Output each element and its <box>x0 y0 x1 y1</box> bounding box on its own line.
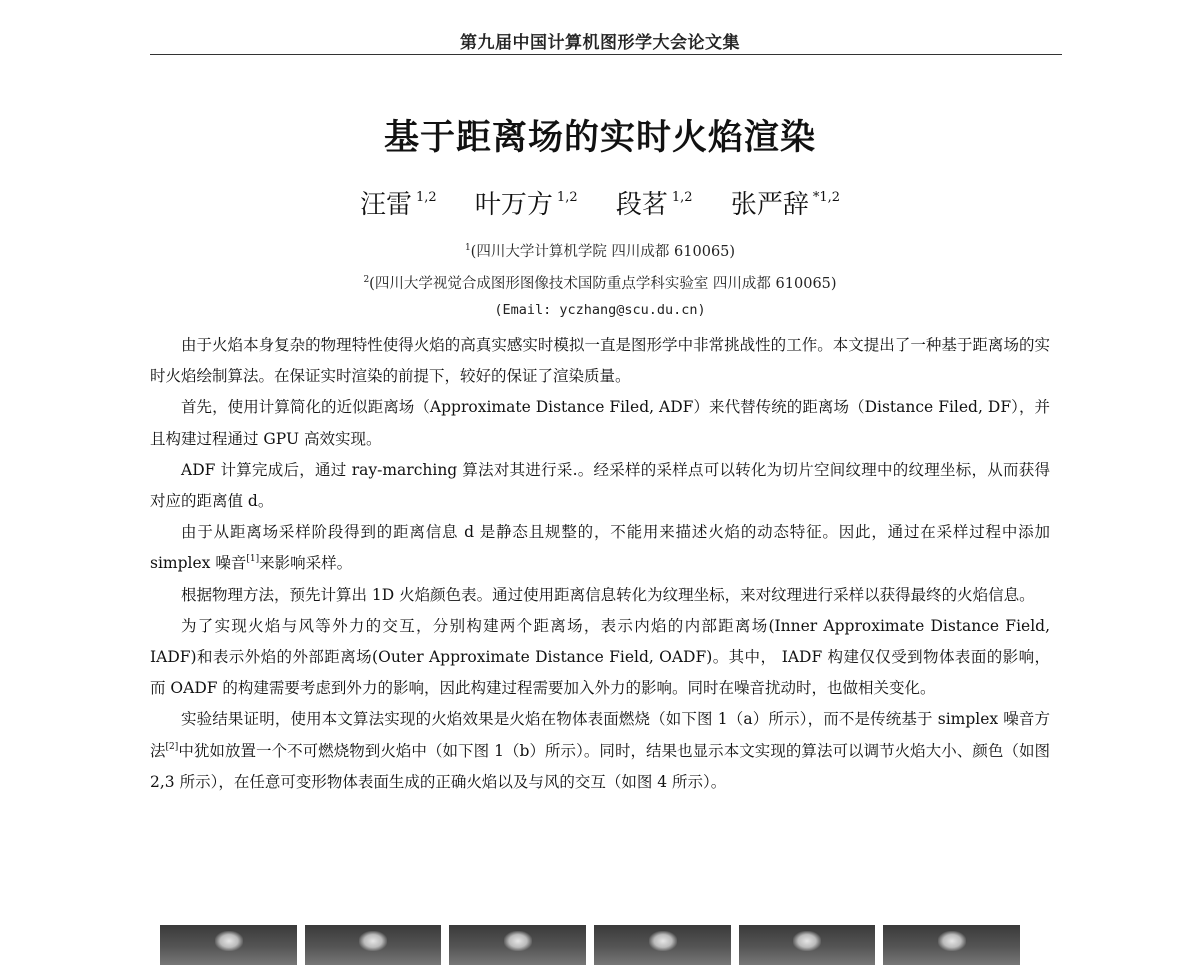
paragraph: 由于从距离场采样阶段得到的距离信息 d 是静态且规整的，不能用来描述火焰的动态特征。因此，通过在采样过程中添加 simplex 噪音[1]来影响采样。 <box>150 523 1050 573</box>
author: 汪雷 $^{1,2}$ <box>359 190 437 220</box>
figure-image <box>883 925 1020 965</box>
paragraph: 根据物理方法，预先计算出 1D 火焰颜色表。通过使用距离信息转化为纹理坐标，来对纹理进行采样以获得最终的火焰信息。 <box>181 585 1035 604</box>
citation-ref: [1] <box>246 554 260 565</box>
author: 叶万方 $^{1,2}$ <box>474 190 578 220</box>
affiliation: $^1$(四川大学计算机学院 四川成都 610065) <box>464 243 736 260</box>
figure-strip <box>160 925 1020 952</box>
paper-title: 基于距离场的实时火焰渲染 <box>383 118 816 158</box>
figure-image <box>594 925 731 965</box>
paragraph: 实验结果证明，使用本文算法实现的火焰效果是火焰在物体表面燃烧（如下图 1（a）所示），而不是传统基于 simplex 噪音方法[2]中犹如放置一个不可燃烧物到火焰中（如下图 1（b）所示）。同时，结果也显示本文实现的算法可以调节火焰大小、颜色（如图 2,3 所示），在任意可变形物体表面生成的正确火焰以及与风的交互（如图 4 所示）。 <box>150 710 1050 791</box>
author: 张严辞 $^{*1,2}$ <box>730 190 841 220</box>
citation-ref: [2] <box>165 741 179 752</box>
author-list <box>0 184 1200 221</box>
paragraph: 为了实现火焰与风等外力的交互，分别构建两个距离场，表示内焰的内部距离场(Inner Approximate Distance Field, IADF)和表示外焰的外部距离场(Outer Approximate Distance Field, OADF)。其中， IADF 构建仅仅受到物体表面的影响，而 OADF 的构建需要考虑到外力的影响，因此构建过程需要加入外力的影响。同时在噪音扰动时，也做相关变化。 <box>150 616 1050 698</box>
paragraph: ADF 计算完成后，通过 ray-marching 算法对其进行采.。经采样的采样点可以转化为切片空间纹理中的纹理坐标，从而获得对应的距离值 d。 <box>150 460 1050 511</box>
author: 段茗 $^{1,2}$ <box>615 190 693 220</box>
running-head: 第九届中国计算机图形学大会论文集 <box>460 33 740 53</box>
figure-image <box>160 925 297 965</box>
header-rule <box>150 54 1062 55</box>
paragraph: 由于火焰本身复杂的物理特性使得火焰的高真实感实时模拟一直是图形学中非常挑战性的工作。本文提出了一种基于距离场的实时火焰绘制算法。在保证实时渲染的前提下，较好的保证了渲染质量。 <box>150 336 1050 386</box>
paragraph: 首先，使用计算简化的近似距离场（Approximate Distance Filed, ADF）来代替传统的距离场（Distance Filed, DF），并且构建过程通过 GPU 高效实现。 <box>150 398 1050 448</box>
abstract-body <box>150 330 1050 798</box>
figure-image <box>449 925 586 965</box>
figure-image <box>305 925 442 965</box>
affiliation: $^2$(四川大学视觉合成图形图像技术国防重点学科实验室 四川成都 610065) <box>363 275 837 292</box>
contact-email: (Email: yczhang@scu.du.cn) <box>494 302 706 318</box>
figure-image <box>739 925 876 965</box>
